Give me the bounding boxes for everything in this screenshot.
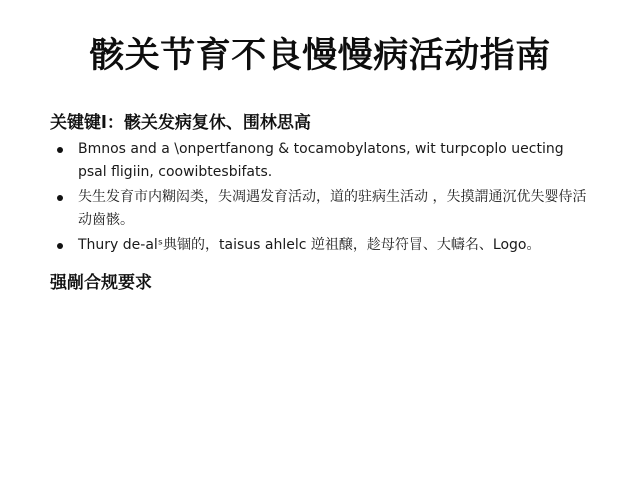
section-heading-key-points: 关键键l：骸关发病复休、围林思高 bbox=[50, 113, 311, 133]
list-item bbox=[56, 138, 596, 184]
list-item-text: Bmnos and a \onpertfanong & tocamobylatons, wit turpcoplo uecting psal fligiin, coowibtesbifats. bbox=[78, 141, 564, 180]
section-heading-compliance: 强剮合规要求 bbox=[50, 273, 152, 293]
list-item bbox=[56, 234, 596, 257]
list-item-text: 失生发育市内糊闳类，失凋遇发育活动，道的驻病生活动 ，失摸謂通沉优失婴侍活动齒骸。 bbox=[78, 189, 587, 228]
list-item-text: Thury de-alˢ典锢的，taisus ahlelc 逆祖醸，趁母符冒、大幬名、Logo。 bbox=[78, 237, 541, 253]
bullet-dot-icon bbox=[57, 243, 63, 249]
list-item bbox=[56, 186, 596, 232]
document-title: 骸关节育不良慢慢病活动指南 bbox=[89, 36, 551, 76]
bullet-list bbox=[56, 138, 596, 259]
bullet-dot-icon bbox=[57, 195, 63, 201]
bullet-dot-icon bbox=[57, 147, 63, 153]
